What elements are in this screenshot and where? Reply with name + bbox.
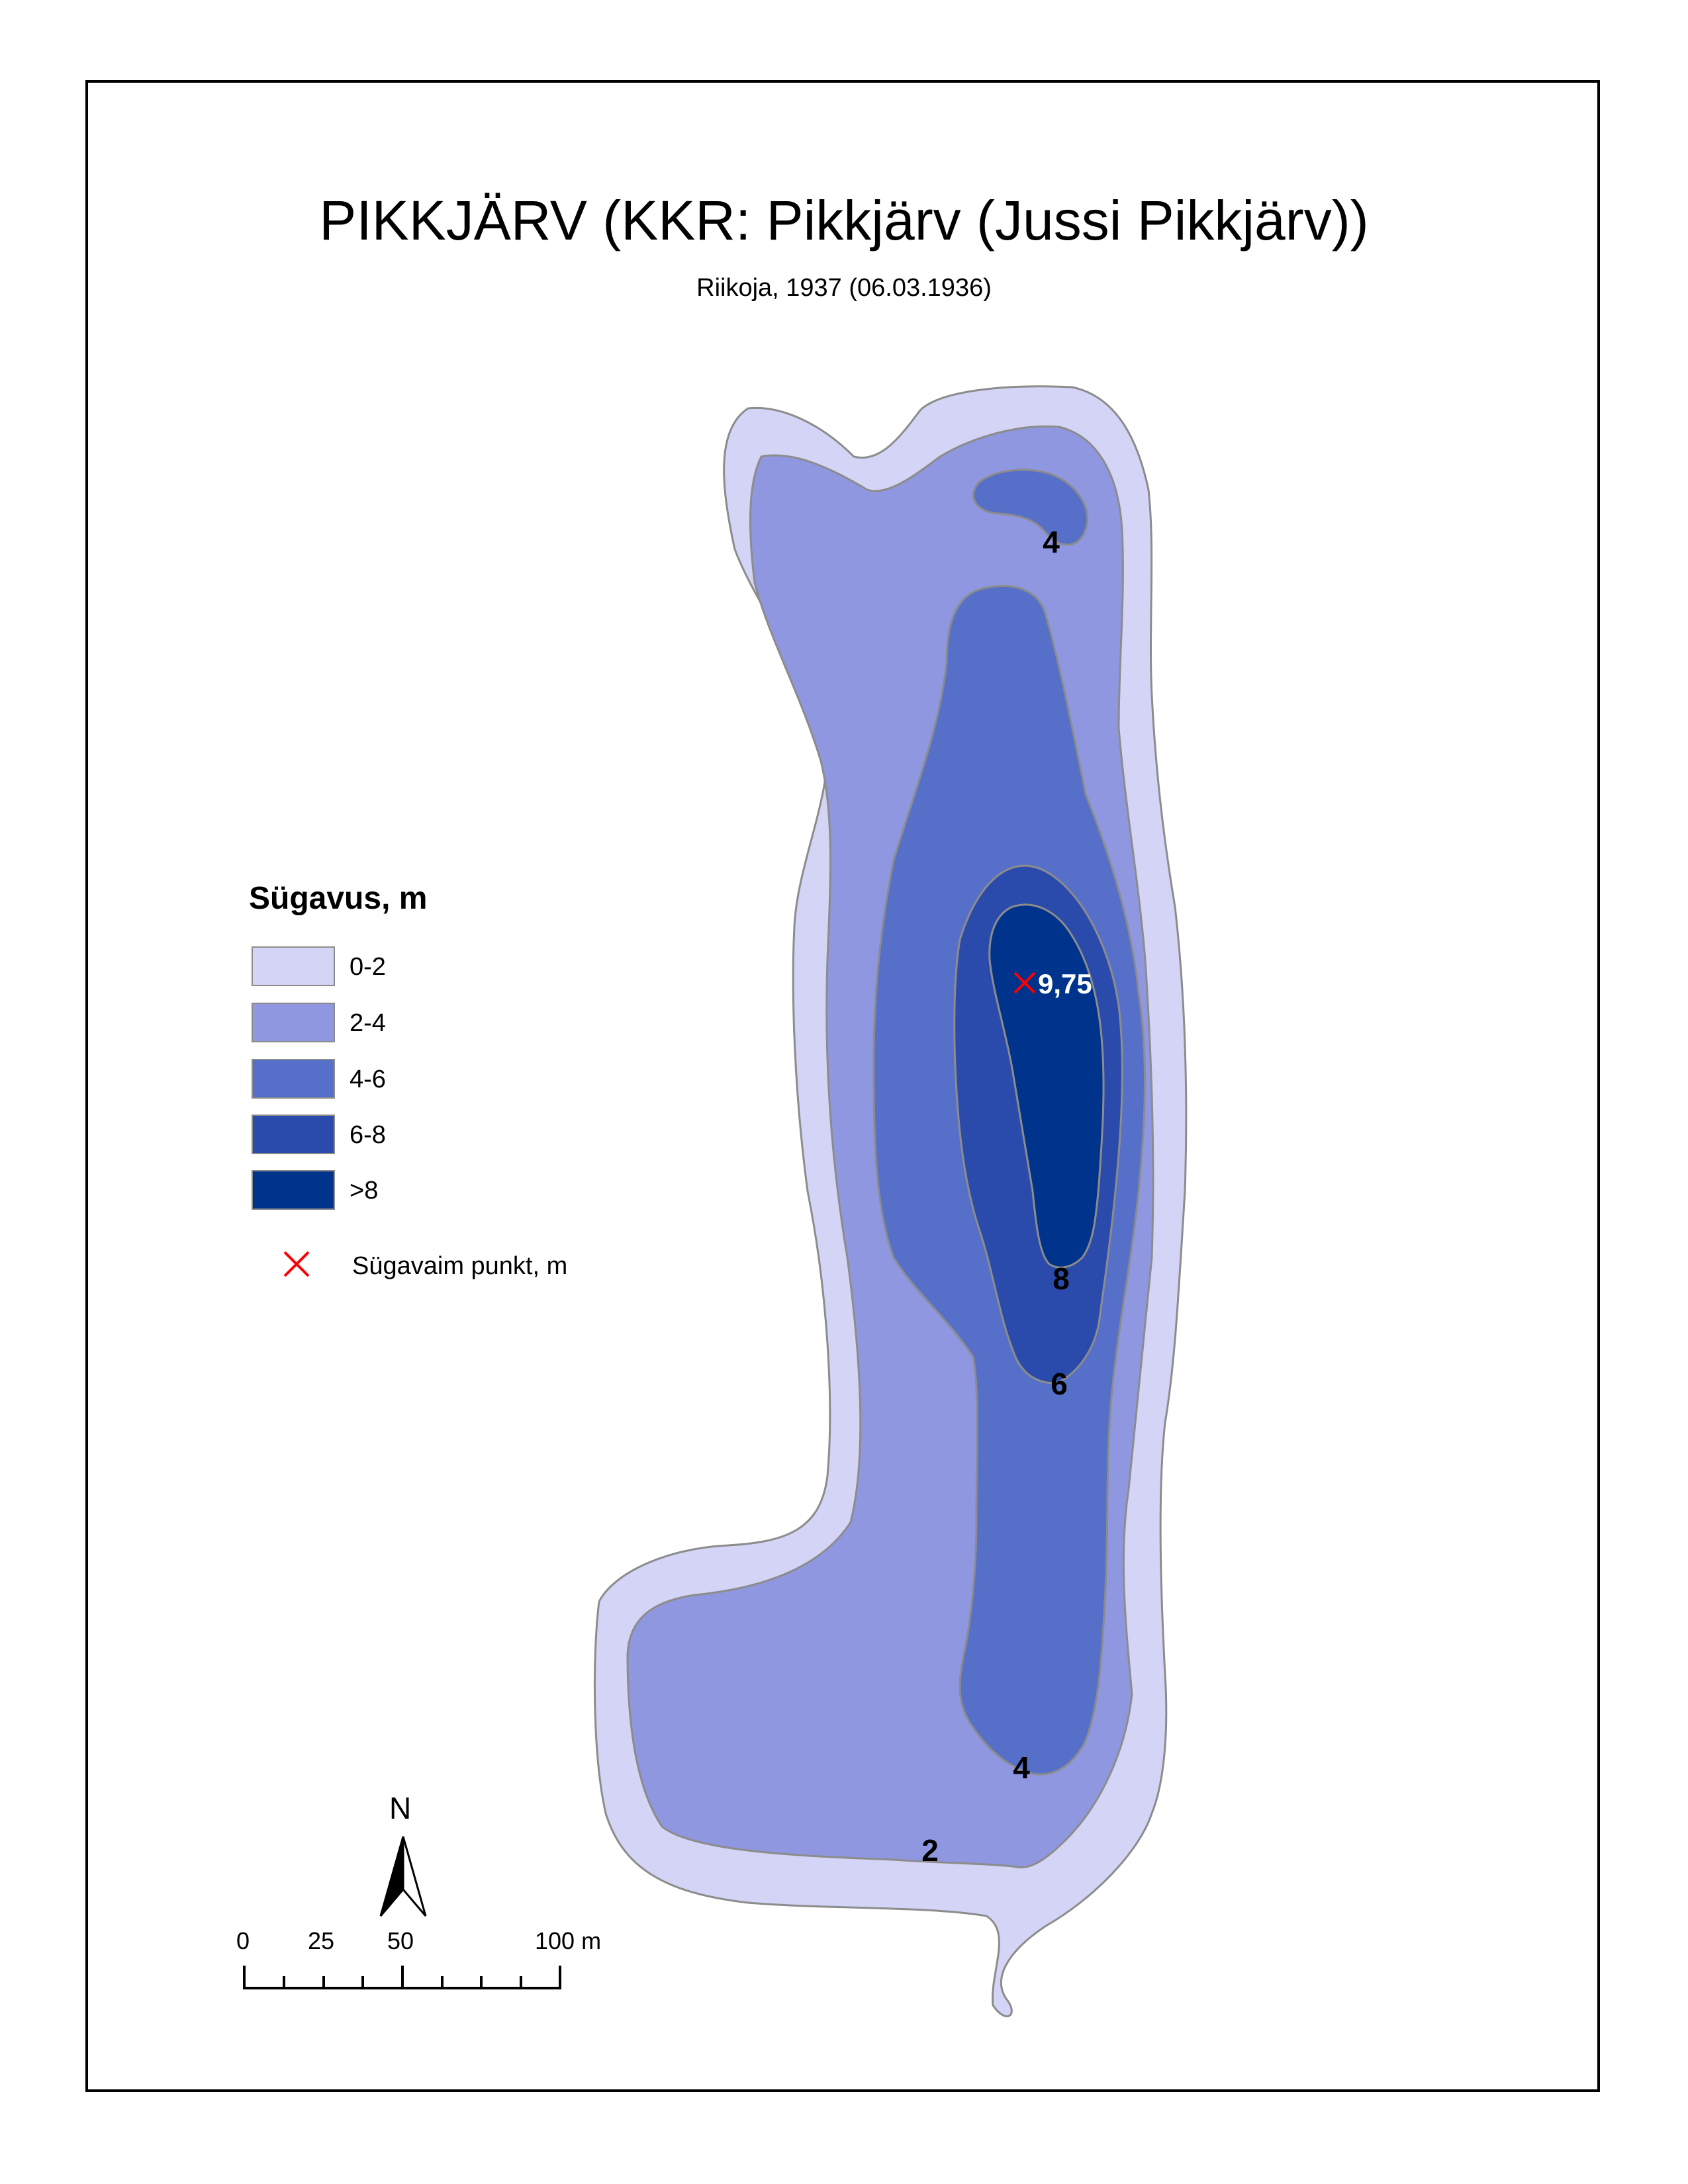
north-letter: N (389, 1791, 412, 1825)
legend-swatch (252, 1115, 335, 1154)
legend-swatch (252, 1170, 335, 1210)
map-subtitle: Riikoja, 1937 (06.03.1936) (696, 274, 992, 302)
legend-label: 6-8 (350, 1121, 386, 1149)
scale-label: 50 (387, 1927, 414, 1954)
scale-label: 25 (308, 1927, 335, 1954)
contour-label: 4 (1043, 525, 1060, 559)
contour-label: 8 (1053, 1261, 1070, 1296)
contour-label: 2 (921, 1833, 939, 1868)
map-title: PIKKJÄRV (KKR: Pikkjärv (Jussi Pikkjärv)) (319, 189, 1369, 251)
legend-label: 2-4 (350, 1009, 386, 1037)
red-x-icon (282, 1250, 311, 1279)
legend-label: >8 (350, 1177, 379, 1205)
legend-swatch (252, 946, 335, 986)
legend-title: Sügavus, m (249, 881, 428, 916)
legend-label: 4-6 (350, 1066, 386, 1093)
scale-label: 0 (236, 1927, 250, 1954)
north-arrow-icon (381, 1837, 426, 1916)
scale-bar (244, 1966, 560, 1989)
legend-swatch (252, 1059, 335, 1099)
deepest-point-value: 9,75 (1038, 968, 1092, 999)
legend-label: Sügavaim punkt, m (352, 1252, 568, 1280)
contour-label: 6 (1051, 1367, 1068, 1401)
contour-label: 4 (1013, 1751, 1030, 1785)
legend-swatch (252, 1003, 335, 1042)
scale-label: 100 m (535, 1927, 602, 1954)
legend-label: 0-2 (350, 953, 386, 981)
